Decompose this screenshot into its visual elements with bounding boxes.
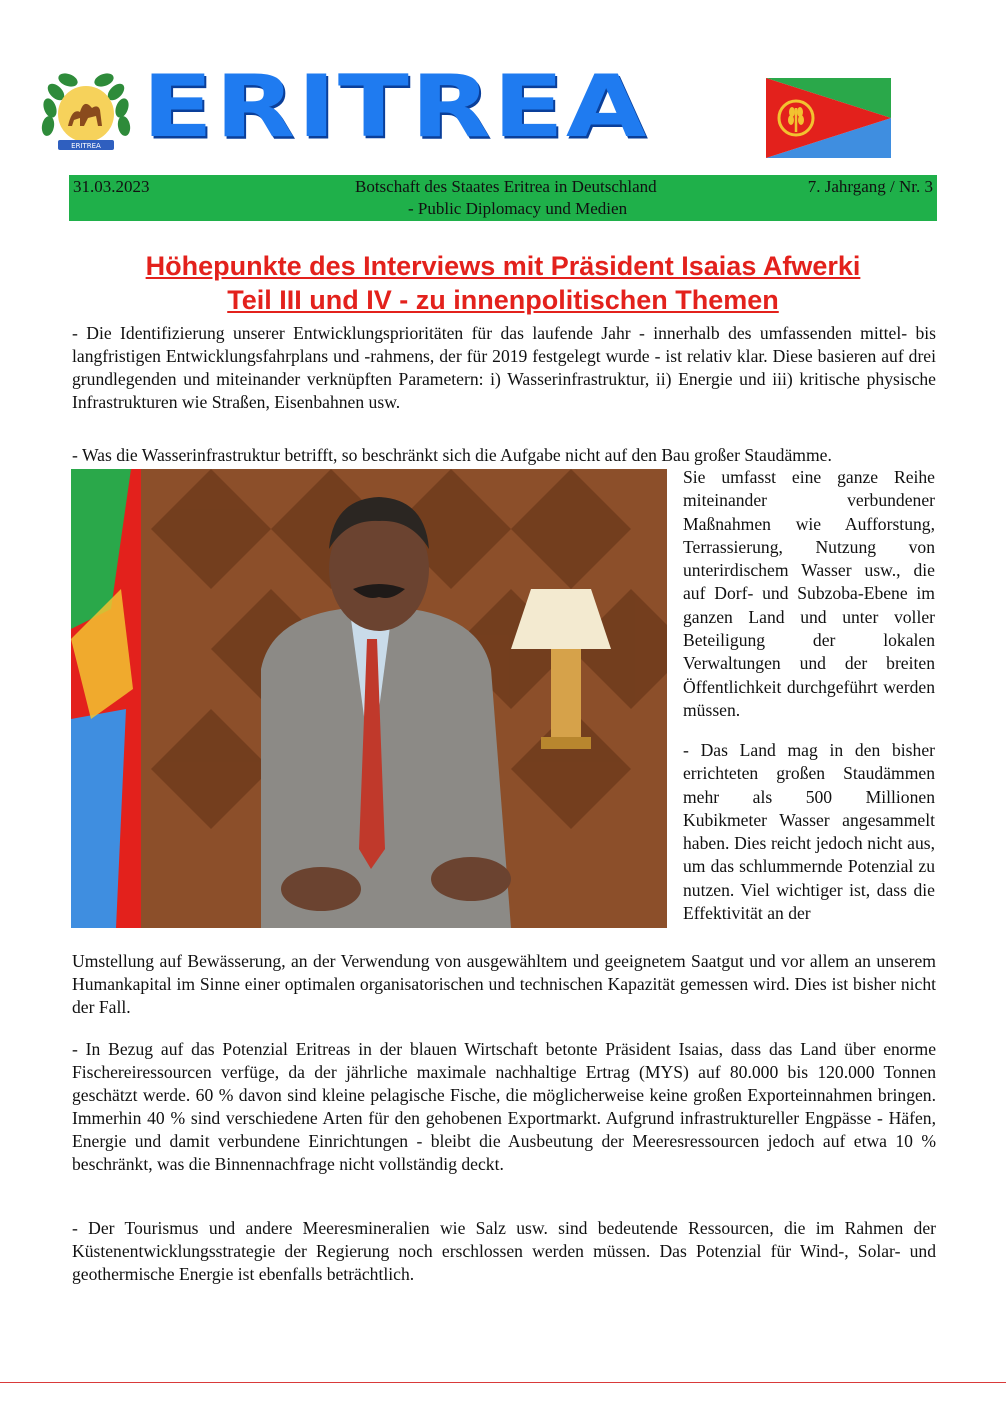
info-bar	[69, 175, 937, 221]
article-paragraph-3-side: - Das Land mag in den bisher errichteten großen Staudämmen mehr als 500 Millionen Kubikmeter Wasser angesammelt haben. Dies reicht jedoch nicht aus, um das schlummernde Potenzial zu nutzen. Viel wichtiger ist, dass die Effektivität an der	[683, 740, 935, 924]
emblem-text: ERITREA	[71, 142, 101, 150]
president-photo	[71, 469, 667, 928]
article-paragraph-2-lead: - Was die Wasserinfrastruktur betrifft, so beschränkt sich die Aufgabe nicht auf den Bau großer Staudämme.	[72, 445, 832, 465]
headline-line-2: Teil III und IV - zu innenpolitischen Themen	[227, 285, 779, 315]
headline	[60, 249, 946, 317]
embassy-name: Botschaft des Staates Eritrea in Deutschland	[355, 177, 657, 196]
masthead	[0, 0, 1006, 172]
issue-number: 7. Jahrgang / Nr. 3	[807, 177, 933, 196]
department-name: - Public Diplomacy und Medien	[408, 199, 628, 218]
eritrea-emblem-icon	[38, 68, 134, 164]
eritrean-flag-icon	[766, 78, 891, 158]
issue-date: 31.03.2023	[73, 177, 150, 196]
masthead-title: ERITREA	[142, 64, 649, 150]
footer-divider	[0, 1382, 1006, 1383]
article-paragraph-3-continued: Umstellung auf Bewässerung, an der Verwendung von ausgewähltem und geeignetem Saatgut und vor allem an unserem Humankapital im Sinne einer optimalen organisatorischen und technischen Kapazität gemessen wird. Dies ist bisher nicht der Fall.	[72, 951, 936, 1017]
article-paragraph-2-side: Sie umfasst eine ganze Reihe miteinander verbundener Maßnahmen wie Aufforstung, Terrassierung, Nutzung von unterirdischem Wasser usw., die auf Dorf- und Subzoba-Ebene im ganzen Land und unter voller Beteiligung der lokalen Verwaltungen und der breiten Öffentlichkeit durchgeführt werden müssen.	[683, 467, 935, 720]
article-paragraph-5: - Der Tourismus und andere Meeresmineralien wie Salz usw. sind bedeutende Ressourcen, die im Rahmen der Küstenentwicklungsstrategie der Regierung noch erschlossen werden müssen. Das Potenzial für Wind-, Solar- und geothermische Energie ist ebenfalls beträchtlich.	[72, 1218, 936, 1284]
article-paragraph-4: - In Bezug auf das Potenzial Eritreas in der blauen Wirtschaft betonte Präsident Isaias, dass das Land über enorme Fischereiressourcen verfüge, da der jährliche maximale nachhaltige Ertrag (MYS) auf 80.000 bis 120.000 Tonnen geschätzt werde. 60 % davon sind kleine pelagische Fische, die möglicherweise keine großen Exporteinnahmen bringen. Immerhin 40 % sind verschiedene Arten für den gehobenen Exportmarkt. Aufgrund infrastruktureller Engpässe - Häfen, Energie und damit verbundene Einrichtungen - bleibt die Ausbeutung der Meeresressourcen jedoch auf etwa 10 % beschränkt, was die Binnennachfrage nicht vollständig deckt.	[72, 1039, 936, 1174]
headline-line-1: Höhepunkte des Interviews mit Präsident Isaias Afwerki	[145, 251, 861, 281]
article-paragraph-1: - Die Identifizierung unserer Entwicklungsprioritäten für das laufende Jahr - innerhalb des umfassenden mittel- bis langfristigen Entwicklungsfahrplans und -rahmens, der für 2019 festgelegt wurde - ist relativ klar. Diese basieren auf drei grundlegenden und miteinander verknüpften Parametern: i) Wasserinfrastruktur, ii) Energie und iii) kritische physische Infrastrukturen wie Straßen, Eisenbahnen usw.	[72, 323, 936, 412]
